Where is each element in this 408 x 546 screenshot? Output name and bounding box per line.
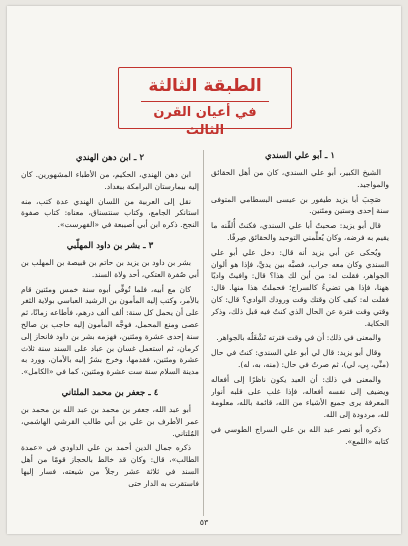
- entry-heading: ١ ـ أبو علي السندي: [265, 151, 335, 161]
- chapter-title-box: [118, 67, 292, 138]
- entry-heading: ٢ ـ ابن دهن الهندي: [75, 153, 145, 163]
- entry-paragraph: أبو عبد الله، جعفر بن محمد بن عبد الله بن محمد بن عمر الأطرف بن علي بن أبي طالب القرشي الهاشمي، المُلتاني.: [21, 404, 199, 438]
- entry-paragraph: قال أبو يزيد: صحبتُ أبا علي السندي، فكنتُ أُلقِّنه ما يقيم به فرضه، وكان يُعلِّمني التوحيد والحقائق صِرفًا.: [211, 221, 389, 242]
- entry-paragraph: ذكره أبو نصر عبد الله بن علي السراج الطوسي في كتابه «اللمع».: [211, 424, 389, 446]
- entry-heading: ٤ ـ جعفر بن محمد الملتاني: [61, 387, 159, 398]
- book-page: [7, 6, 401, 534]
- entry-paragraph: صَحِبَ أبا يزيد طيفور بن عيسى البسطامي المتوفى سنة إحدى وستين ومئتين.: [211, 194, 389, 216]
- entry-paragraph: والمعنى في ذلك: أن في وقت فترته تَشْغَلُه بالجواهر.: [216, 333, 381, 343]
- entry-paragraph: وقال أبو يزيد: قال لي أبو علي السندي: كنتُ في حال (منِّي، بِي، لي)، ثم صرتُ في حال: (منه، به، له).: [211, 348, 389, 369]
- entry-jafar-ibn-muhammad: [21, 387, 199, 490]
- entry-paragraph: والمعنى في ذلك: أن العبد يكون ناظرًا إلى أفعاله ويضيف إلى نفسه أفعاله، فإذا غلب على قلبه أنوار المعرفة يرى جميع الأشياء من الله، قائمة بالله، معلومة لله، مردودة إلى الله.: [211, 374, 389, 420]
- entry-bishr-ibn-dawud: [21, 240, 199, 378]
- entry-paragraph: نقل إلى العربية من اللسان الهندي عدة كتب، منه استانكر الجامع، وكتاب سنتسناق، معناه: كتاب صفوة النجح. ذكره ابن أبي أصيبعة في «الفهرست».: [21, 196, 199, 230]
- entry-heading: ٣ ـ بشر بن داود المهلّبي: [66, 240, 154, 251]
- chapter-subtitle: في أعيان القرن الثالث: [141, 101, 269, 140]
- left-column: [21, 150, 199, 520]
- column-divider: [203, 150, 204, 516]
- entry-paragraph: كان مع أبيه، فلما تُوفِّي أبوه سنة خمس ومئتين قام بالأمر، وكتب إليه المأمون بن الرشيد العباسي بولاية الثغر على أن يحمل كل سنة: ألف ألف درهم، فأطاعه زمانًا، ثم عصى ومنع المحمل، فوجَّه المأمون إليه حاجب بن صالح سنة إحدى عشرة ومئتين، فهزمه بشر بن داود فانحاز إلى كرمان، ثم استعمل غسان بن عباد على السند سنة ثلاث عشرة ومئتين، فقدمها، وخرج بشرٌ إليه بالأمان، وورد به مدينة السلام سنة ست عشرة ومئتين، كما في «الكامل».: [21, 284, 199, 377]
- page-number: ٥٣: [199, 518, 209, 527]
- entry-abu-ali-al-sindi: [211, 150, 389, 448]
- entry-paragraph: ويُحكى عن أبي يزيد أنه قال: دخل علي أبو علي السندي وكان معه جراب، فصبَّه بين يديَّ، فإذا هو ألوان الجواهر، فقلت له: من أين لك هذا؟ قال: وافيتُ واديًا ههنا، فإذا هي تضيءُ كالسراج؛ فحملتُ هذا منها. قال: فقلت له: كيف كان وقتك وقت ورودك الوادي؟ قال: كان وقتي وقت فترة عن الحال الذي كنتُ فيه قبل ذلك، وذكر الحكاية.: [211, 247, 389, 328]
- entry-paragraph: ذكره جمال الدين أحمد بن علي الداودي في «عمدة الطالب»، قال: وكان قد خالط بالحجاز قومًا من أهل السند في ثلاثة عشر رجلاً من شيعته، فسار إليها فاستقرت به الدار حتى: [21, 443, 199, 488]
- chapter-title: الطبقة الثالثة: [148, 76, 262, 96]
- entry-ibn-dahn-al-hindi: [21, 152, 199, 231]
- entry-paragraph: الشيخ الكبير، أبو علي السندي، كان من أهل الحقائق والمواجيد.: [211, 168, 389, 189]
- right-column: [211, 150, 389, 520]
- entry-paragraph: بشر بن داود بن يزيد بن حاتم بن قبيصة بن المهلب بن أبي صُفرة العتكي، أحد ولاة السند.: [21, 257, 199, 279]
- entry-paragraph: ابن دهن الهندي، الحكيم، من الأطباء المشهورين. كان إليه بيمارستان البرامكة ببغداد.: [21, 170, 199, 191]
